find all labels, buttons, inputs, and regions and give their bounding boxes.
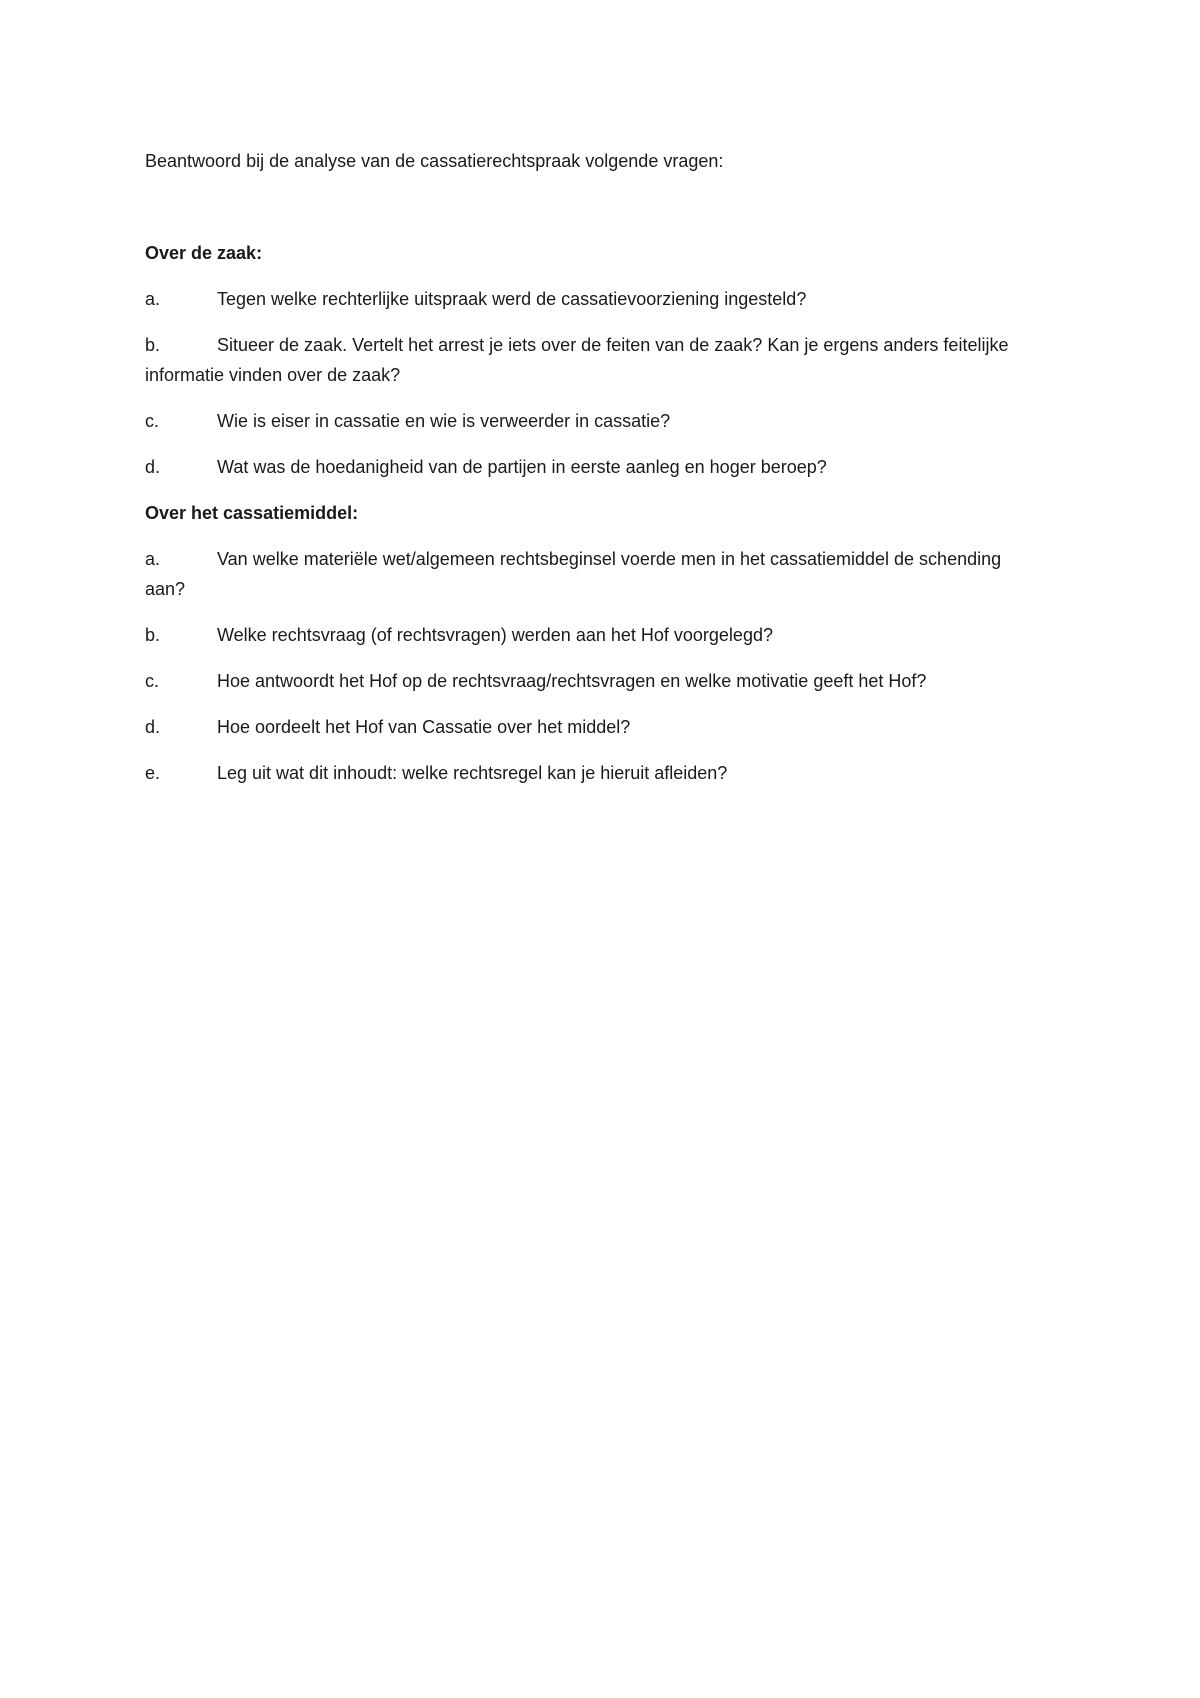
question-letter: a. [145,549,161,569]
question-item [145,284,1045,314]
question-item [145,758,1045,788]
question-letter: e. [145,763,161,783]
question-text: Van welke materiële wet/algemeen rechtsbeginsel voerde men in het cassatiemiddel de schending aan? [145,549,1002,599]
intro-text: Beantwoord bij de analyse van de cassatierechtspraak volgende vragen: [145,151,724,171]
question-letter: a. [145,289,161,309]
question-text: Tegen welke rechterlijke uitspraak werd de cassatievoorziening ingesteld? [217,289,807,309]
question-item [145,666,1045,696]
question-item [145,406,1045,436]
question-letter: b. [145,335,161,355]
section-heading-cassatiemiddel: Over het cassatiemiddel: [145,503,359,523]
spacer [145,176,1045,238]
question-letter: d. [145,717,161,737]
question-text: Situeer de zaak. Vertelt het arrest je iets over de feiten van de zaak? Kan je ergens anders feitelijke informatie vinden over de zaak? [145,335,1009,385]
question-item [145,620,1045,650]
question-letter: c. [145,411,160,431]
question-item [145,544,1045,604]
question-letter: d. [145,457,161,477]
question-letter: c. [145,671,160,691]
document-body [145,146,1045,804]
question-item [145,330,1045,390]
question-item [145,712,1045,742]
question-text: Leg uit wat dit inhoudt: welke rechtsregel kan je hieruit afleiden? [217,763,728,783]
question-item [145,452,1045,482]
section-heading-zaak: Over de zaak: [145,243,263,263]
question-text: Wat was de hoedanigheid van de partijen in eerste aanleg en hoger beroep? [217,457,827,477]
question-text: Welke rechtsvraag (of rechtsvragen) werden aan het Hof voorgelegd? [217,625,773,645]
question-text: Hoe oordeelt het Hof van Cassatie over het middel? [217,717,631,737]
question-text: Wie is eiser in cassatie en wie is verweerder in cassatie? [217,411,671,431]
question-letter: b. [145,625,161,645]
question-text: Hoe antwoordt het Hof op de rechtsvraag/rechtsvragen en welke motivatie geeft het Hof? [217,671,927,691]
